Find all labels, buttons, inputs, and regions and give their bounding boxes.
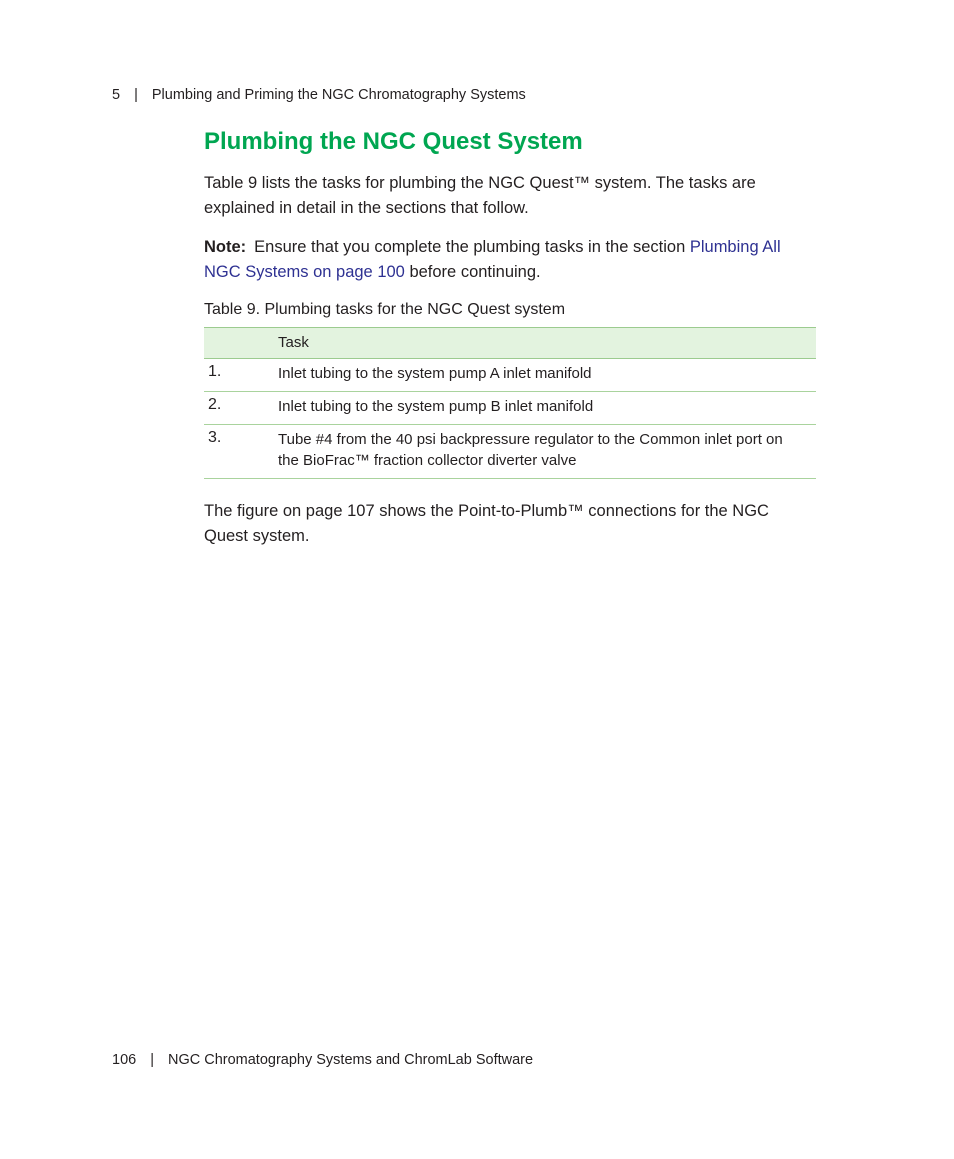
- table-row: [204, 392, 816, 425]
- task-number: 2.: [208, 396, 222, 413]
- intro-paragraph: Table 9 lists the tasks for plumbing the NGC Quest™ system. The tasks are explained in detail in the sections that follow.: [204, 174, 756, 217]
- footer-separator: |: [150, 1052, 154, 1068]
- page-number: 106: [112, 1052, 137, 1068]
- task-description: Inlet tubing to the system pump B inlet manifold: [278, 398, 594, 415]
- note-paragraph: [204, 235, 804, 284]
- closing-paragraph: The figure on page 107 shows the Point-to-Plumb™ connections for the NGC Quest system.: [204, 502, 769, 545]
- running-footer: [112, 1052, 533, 1068]
- task-number: 1.: [208, 363, 222, 380]
- column-header-task: Task: [278, 334, 309, 351]
- note-label: Note:: [204, 238, 247, 256]
- table-caption: Table 9. Plumbing tasks for the NGC Quest system: [204, 301, 566, 318]
- note-text-after: before continuing.: [404, 262, 541, 281]
- task-description: Inlet tubing to the system pump A inlet manifold: [278, 365, 592, 382]
- chapter-title: Plumbing and Priming the NGC Chromatography Systems: [151, 87, 526, 103]
- plumbing-all-systems-link[interactable]: Plumbing All NGC Systems on page 100: [204, 238, 781, 281]
- table-header-row: [204, 328, 816, 359]
- section-title: Plumbing the NGC Quest System: [204, 128, 583, 155]
- table-row: [204, 359, 816, 392]
- task-number: 3.: [208, 429, 222, 446]
- chapter-number: 5: [112, 87, 121, 103]
- running-header: [112, 87, 526, 103]
- column-header-number: [204, 328, 278, 359]
- plumbing-tasks-table: [204, 327, 816, 479]
- task-description: Tube #4 from the 40 psi backpressure regulator to the Common inlet port on the BioFrac™ fraction collector diverter valve: [278, 431, 783, 469]
- table-row: [204, 425, 816, 479]
- book-title: NGC Chromatography Systems and ChromLab Software: [167, 1052, 534, 1068]
- header-separator: |: [134, 87, 138, 103]
- note-text-before: Ensure that you complete the plumbing tasks in the section: [254, 238, 690, 256]
